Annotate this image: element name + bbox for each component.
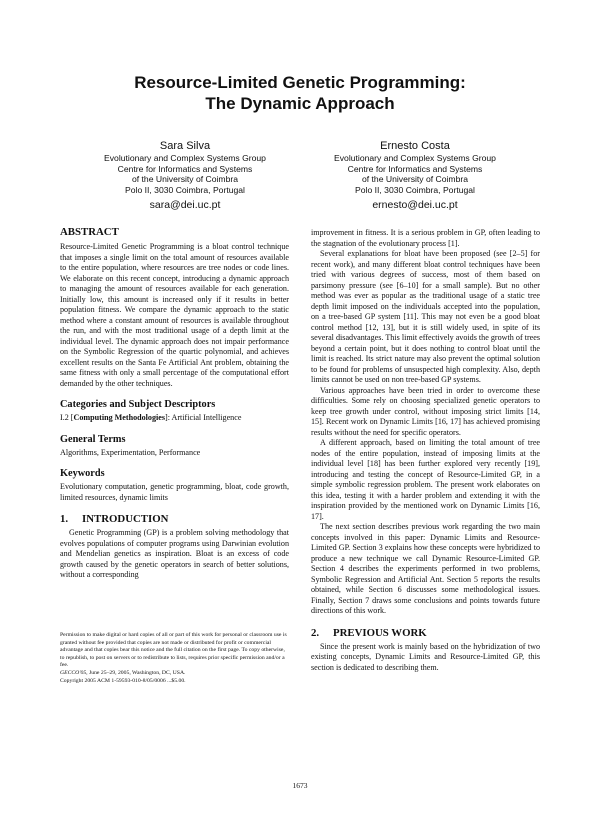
author-name: Ernesto Costa — [380, 140, 450, 152]
right-column — [311, 228, 540, 673]
permission-notice — [60, 632, 290, 685]
section-1-heading — [60, 513, 289, 526]
permission-copyright: Copyright 2005 ACM 1-59593-010-8/05/0006 ...$5.00. — [60, 677, 186, 684]
section-title: PREVIOUS WORK — [333, 626, 427, 639]
general-terms-text: Algorithms, Experimentation, Performance — [60, 447, 201, 457]
section-2-heading — [311, 627, 540, 640]
author-affiliation-line: of the University of Coimbra — [131, 174, 239, 184]
author-block-1 — [60, 139, 310, 212]
author-affiliation-line: Evolutionary and Complex Systems Group — [334, 153, 496, 163]
body-paragraph: Various approaches have been tried in order to overcome these difficulties. Some rely on choosing specialized genetic operators to keep tree growth under control, without imposing strict limits [14, 15]. Recent work on Dynamic Limits [16, 17] has achieved promising results without the need for specific operators. — [311, 385, 540, 437]
section-title: INTRODUCTION — [82, 513, 169, 525]
intro-paragraph: Genetic Programming (GP) is a problem solving methodology that evolves populations of computer programs using Darwinian evolution and Mendelian genetics as inspiration. Bloat is an excess of code growth caused by the genetic operators in search of better solutions, without a corresponding — [60, 528, 289, 579]
section-number: 1. — [60, 513, 69, 525]
categories-heading: Categories and Subject Descriptors — [60, 399, 216, 410]
author-affiliation-line: Centre for Informatics and Systems — [347, 163, 483, 174]
author-block-2 — [290, 139, 540, 212]
body-paragraph: Several explanations for bloat have been proposed (see [2–5] for recent work), and many different bloat control techniques have been tried with various degrees of success, most of them based on parsimony pressure (see [6–10] for a small sample). But no other method was ever as popular as the traditional usage of a static tree depth limit imposed on the individuals accepted into the population, on a tree-based GP system [11]. This may not even be a good bloat control method [12, 13], but it is still widely used, in spite of its several disadvantages. This limit effectively avoids the growth of trees beyond a certain point, but it does nothing to control bloat until the limit is reached. Its strict nature may also prevent the optimal solution to be found for problems of unsuspected high complexity. Also, depth limits cannot be used on non tree-based GP systems. — [311, 249, 540, 384]
venue-name: GECCO'05, — [60, 669, 88, 676]
venue-details: June 25–29, 2005, Washington, DC, USA. — [87, 669, 186, 676]
categories-bold: Computing Methodologies — [73, 413, 165, 422]
permission-text: Permission to make digital or hard copies of all or part of this work for personal or classroom use is granted without fee provided that copies are not made or distributed for profit or commercial advantage and that copies bear this notice and the full citation on the first page. To copy otherwise, to republish, to post on servers or to redistribute to lists, requires prior specific permission and/or a fee. — [60, 632, 287, 669]
section-number: 2. — [311, 626, 320, 639]
permission-venue — [60, 670, 290, 678]
body-paragraph: The next section describes previous work regarding the two main concepts involved in this paper: Dynamic Limits and Resource-Limited GP. Section 3 explains how these concepts were hybridized to produce a new technique we call Dynamic Resource-Limited GP. Section 4 describes the experiments performed in two problems, Symbolic Regression and Artificial Ant. Section 5 reports the results obtained, while Section 6 discusses some methodological issues. Finally, Section 7 draws some conclusions and points towards future directions of this work. — [311, 522, 540, 615]
abstract-heading: ABSTRACT — [60, 226, 119, 238]
keywords-heading: Keywords — [60, 468, 105, 479]
author-email[interactable]: sara@dei.uc.pt — [149, 199, 221, 211]
categories-code: I.2 [ — [60, 413, 74, 422]
title-line-1: Resource-Limited Genetic Programming: — [134, 73, 466, 92]
categories-rest: ]: Artificial Intelligence — [165, 413, 242, 422]
previous-work-paragraph: Since the present work is mainly based on the hybridization of two existing concepts, Dynamic Limits and Resource-Limited GP, this section is dedicated to describing them. — [311, 641, 540, 672]
page-number: 1673 — [292, 781, 308, 790]
general-terms-heading: General Terms — [60, 433, 126, 445]
author-affiliation-line: Polo II, 3030 Coimbra, Portugal — [355, 184, 475, 195]
keywords-text: Evolutionary computation, genetic programming, bloat, code growth, limited resources, dynamic limits — [60, 482, 289, 502]
author-affiliation-line: of the University of Coimbra — [361, 174, 469, 184]
author-affiliation-line: Evolutionary and Complex Systems Group — [104, 153, 266, 163]
left-column — [60, 226, 289, 581]
title-line-2: The Dynamic Approach — [205, 94, 395, 113]
body-paragraph: improvement in fitness. It is a serious problem in GP, often leading to the stagnation of the evolutionary process [1]. — [311, 228, 540, 248]
author-email[interactable]: ernesto@dei.uc.pt — [372, 199, 458, 211]
paper-title — [0, 72, 600, 114]
categories-text — [60, 413, 289, 424]
abstract-text: Resource-Limited Genetic Programming is a bloat control technique that imposes a single limit on the total amount of resources available to the entire population, where resources are tree nodes or code lines. We elaborate on this recent concept, introducing a dynamic approach to managing the amount of resources available for each generation. Initially low, this amount is increased only if it results in better population fitness. We compare the dynamic approach to the static method where a constant amount of resources is available throughout the run, and with the most traditional usage of a depth limit at the individual level. The dynamic approach does not impair performance on the Symbolic Regression of the quartic polynomial, and achieves excellent results on the Santa Fe Artificial Ant problem, obtaining the same fitness with only a small percentage of the computational effort demanded by the other techniques. — [60, 242, 289, 388]
author-name: Sara Silva — [159, 140, 211, 152]
author-affiliation-line: Centre for Informatics and Systems — [117, 163, 253, 174]
author-affiliation-line: Polo II, 3030 Coimbra, Portugal — [125, 184, 245, 195]
body-paragraph: A different approach, based on limiting the total amount of tree nodes of the entire population, instead of imposing limits at the individual level [18] has been further explored very recently [19], introducing and testing the concept of Resource-Limited GP, in a simple symbolic regression problem. The present work elaborates on this idea, testing it with a harder problem and extending it with the inspiration provided by the mentioned work on Dynamic Limits [16, 17]. — [311, 438, 540, 521]
